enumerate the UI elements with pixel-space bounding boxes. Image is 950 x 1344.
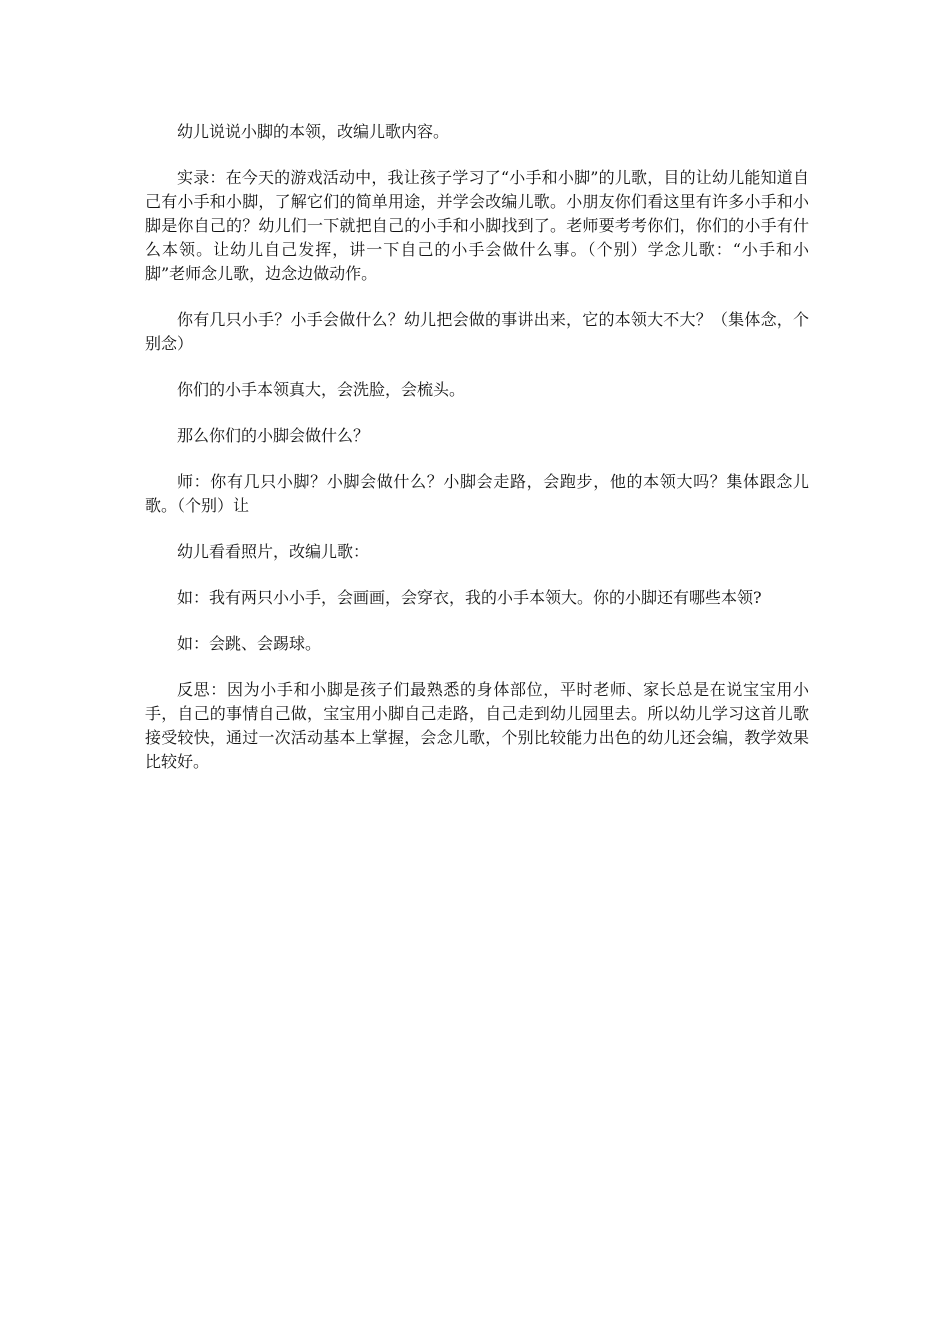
paragraph-example-hands: 如：我有两只小小手，会画画，会穿衣，我的小手本领大。你的小脚还有哪些本领? [177, 588, 762, 607]
paragraph-hands-question: 你有几只小手？小手会做什么？幼儿把会做的事讲出来，它的本领大不大？（集体念，个别念） [145, 310, 809, 353]
paragraph-intro: 幼儿说说小脚的本领，改编儿歌内容。 [177, 122, 450, 141]
paragraph-hands-praise: 你们的小手本领真大，会洗脸，会梳头。 [177, 380, 466, 399]
paragraph-reflection: 反思：因为小手和小脚是孩子们最熟悉的身体部位，平时老师、家长总是在说宝宝用小手，自己的事情自己做，宝宝用小脚自己走路，自己走到幼儿园里去。所以幼儿学习这首儿歌接受较快，通过一次活动基本上掌握，会念儿歌，个别比较能力出色的幼儿还会编，教学效果比较好。 [145, 680, 809, 771]
paragraph-record: 实录：在今天的游戏活动中，我让孩子学习了“小手和小脚”的儿歌，目的让幼儿能知道自己有小手和小脚，了解它们的简单用途，并学会改编儿歌。小朋友你们看这里有许多小手和小脚是你自己的？幼儿们一下就把自己的小手和小脚找到了。老师要考考你们，你们的小手有什么本领。让幼儿自己发挥，讲一下自己的小手会做什么事。（个别）学念儿歌：“小手和小脚”老师念儿歌，边念边做动作。 [145, 168, 809, 283]
paragraph-example-feet: 如：会跳、会踢球。 [177, 634, 322, 653]
paragraph-photos: 幼儿看看照片，改编儿歌： [177, 542, 370, 561]
paragraph-feet-question: 那么你们的小脚会做什么？ [177, 426, 370, 445]
paragraph-teacher-feet: 师：你有几只小脚？小脚会做什么？小脚会走路，会跑步，他的本领大吗？集体跟念儿歌。（个别）让 [145, 472, 809, 515]
document-page [145, 120, 809, 796]
